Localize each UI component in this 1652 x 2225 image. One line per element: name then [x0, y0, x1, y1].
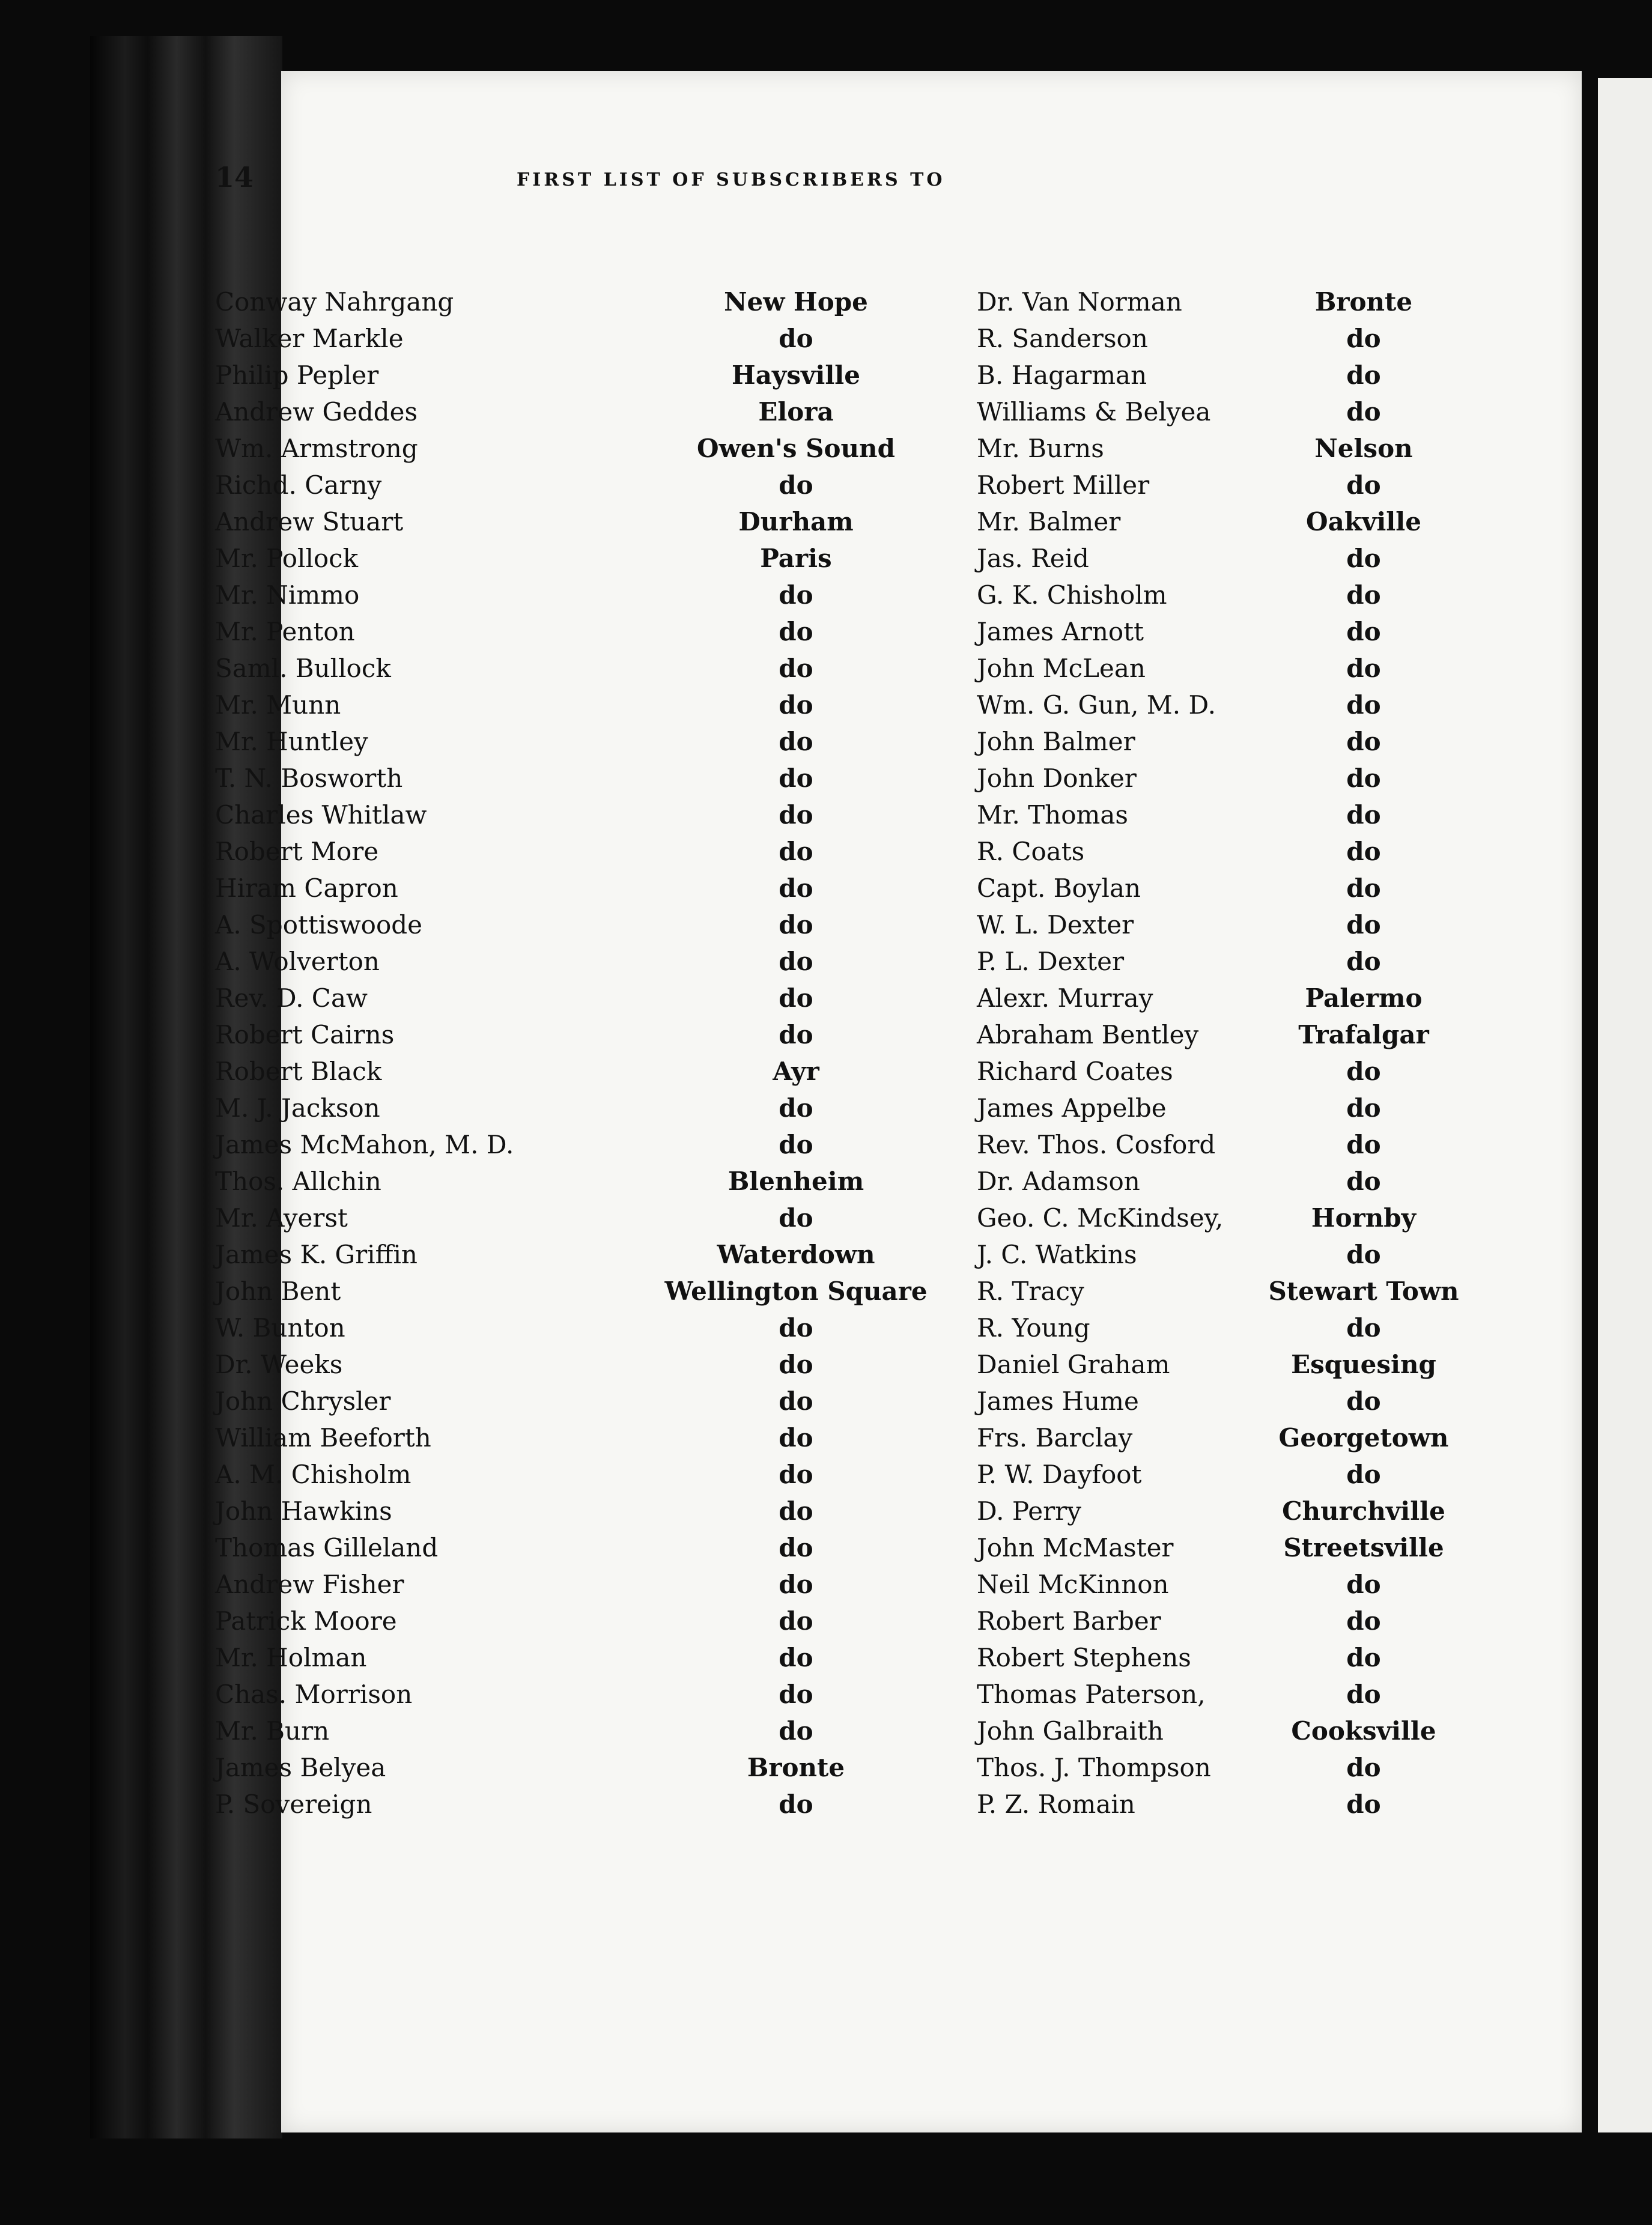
- subscriber-name-left: P. Sovereign: [215, 1789, 372, 1819]
- subscriber-place-right: do: [1346, 1093, 1381, 1123]
- subscriber-row: [0, 687, 1381, 723]
- subscriber-name-left: Hiram Capron: [215, 873, 398, 903]
- subscriber-place-left: do: [779, 580, 813, 610]
- subscriber-row: [0, 577, 1381, 613]
- subscriber-name-left: Thos. Allchin: [215, 1167, 381, 1196]
- subscriber-name-right: R. Tracy: [977, 1276, 1084, 1306]
- subscriber-name-right: James Hume: [977, 1386, 1139, 1416]
- subscriber-place-left: Bronte: [747, 1753, 845, 1782]
- subscriber-place-left: Haysville: [732, 360, 860, 390]
- subscriber-name-right: Dr. Van Norman: [977, 287, 1182, 317]
- subscriber-name-left: James K. Griffin: [215, 1240, 418, 1269]
- subscriber-name-left: Dr. Weeks: [215, 1350, 343, 1379]
- subscriber-name-right: Rev. Thos. Cosford: [977, 1130, 1216, 1159]
- subscriber-place-left: Durham: [738, 507, 854, 536]
- subscriber-row: [0, 1383, 1381, 1419]
- subscriber-name-right: P. L. Dexter: [977, 947, 1125, 976]
- subscriber-name-left: W. Bunton: [215, 1313, 345, 1343]
- subscriber-name-left: Chas. Morrison: [215, 1680, 413, 1709]
- subscriber-name-left: Mr. Holman: [215, 1643, 367, 1672]
- subscriber-name-left: Mr. Pollock: [215, 544, 359, 573]
- subscriber-name-right: Thomas Paterson,: [977, 1680, 1206, 1709]
- subscriber-place-left: do: [779, 1130, 813, 1159]
- subscriber-place-left: do: [779, 1093, 813, 1123]
- subscriber-name-left: James Belyea: [215, 1753, 386, 1782]
- subscriber-place-right: do: [1346, 1570, 1381, 1599]
- subscriber-name-left: Saml. Bullock: [215, 654, 391, 683]
- subscriber-row: [0, 723, 1381, 760]
- subscriber-place-right: do: [1346, 580, 1381, 610]
- subscriber-name-right: Abraham Bentley: [977, 1020, 1199, 1049]
- subscriber-row: [0, 613, 1381, 650]
- subscriber-name-right: Robert Miller: [977, 470, 1150, 500]
- subscriber-name-right: W. L. Dexter: [977, 910, 1134, 939]
- subscriber-row: [0, 320, 1381, 357]
- subscriber-name-left: A. M. Chisholm: [215, 1460, 411, 1489]
- subscriber-place-right: Nelson: [1314, 434, 1413, 463]
- subscriber-place-right: do: [1346, 324, 1381, 353]
- subscriber-name-right: Daniel Graham: [977, 1350, 1170, 1379]
- running-head: FIRST LIST OF SUBSCRIBERS TO: [517, 169, 946, 190]
- subscriber-name-left: Robert Cairns: [215, 1020, 395, 1049]
- subscriber-place-left: New Hope: [724, 287, 868, 317]
- subscriber-place-right: do: [1346, 837, 1381, 866]
- subscriber-name-left: Andrew Geddes: [215, 397, 418, 426]
- subscriber-name-right: Capt. Boylan: [977, 873, 1141, 903]
- subscriber-place-left: Elora: [758, 397, 834, 426]
- subscriber-name-right: Dr. Adamson: [977, 1167, 1140, 1196]
- subscriber-place-left: do: [779, 1386, 813, 1416]
- subscriber-place-left: do: [779, 1789, 813, 1819]
- subscriber-place-left: do: [779, 324, 813, 353]
- subscriber-place-left: do: [779, 617, 813, 646]
- subscriber-name-right: Robert Stephens: [977, 1643, 1191, 1672]
- subscriber-place-left: Waterdown: [717, 1240, 875, 1269]
- subscriber-name-right: Alexr. Murray: [977, 983, 1153, 1013]
- subscriber-name-left: Mr. Huntley: [215, 727, 368, 756]
- subscriber-place-right: do: [1346, 1240, 1381, 1269]
- subscriber-place-right: do: [1346, 654, 1381, 683]
- subscriber-row: [0, 943, 1381, 980]
- subscriber-place-left: do: [779, 947, 813, 976]
- subscriber-row: [0, 1090, 1381, 1126]
- subscriber-place-left: do: [779, 800, 813, 830]
- subscriber-name-left: Thomas Gilleland: [215, 1533, 439, 1562]
- subscriber-place-left: do: [779, 873, 813, 903]
- subscriber-place-right: do: [1346, 1460, 1381, 1489]
- subscriber-name-right: R. Sanderson: [977, 324, 1148, 353]
- subscriber-place-left: do: [779, 1533, 813, 1562]
- subscriber-row: [0, 1126, 1381, 1163]
- subscriber-name-right: G. K. Chisholm: [977, 580, 1167, 610]
- subscriber-place-left: do: [779, 690, 813, 720]
- subscriber-place-right: do: [1346, 1130, 1381, 1159]
- subscriber-row: [0, 1456, 1381, 1493]
- subscriber-row: [0, 1566, 1381, 1603]
- subscriber-place-left: do: [779, 1313, 813, 1343]
- subscriber-name-left: Mr. Nimmo: [215, 580, 360, 610]
- subscriber-place-right: do: [1346, 1606, 1381, 1636]
- subscriber-place-right: do: [1346, 1167, 1381, 1196]
- subscriber-place-right: Georgetown: [1278, 1423, 1449, 1452]
- subscriber-place-right: do: [1346, 690, 1381, 720]
- subscriber-place-right: do: [1346, 873, 1381, 903]
- subscriber-place-right: do: [1346, 1643, 1381, 1672]
- subscriber-place-right: do: [1346, 470, 1381, 500]
- subscriber-name-right: Williams & Belyea: [977, 397, 1211, 426]
- subscriber-name-right: John McLean: [977, 654, 1146, 683]
- subscriber-name-right: R. Young: [977, 1313, 1090, 1343]
- subscriber-name-right: B. Hagarman: [977, 360, 1147, 390]
- subscriber-name-left: Patrick Moore: [215, 1606, 397, 1636]
- subscriber-place-left: do: [779, 1496, 813, 1526]
- subscriber-name-right: John Balmer: [977, 727, 1135, 756]
- subscriber-row: [0, 1163, 1381, 1200]
- subscriber-name-right: D. Perry: [977, 1496, 1081, 1526]
- subscriber-row: [0, 906, 1381, 943]
- subscriber-place-right: do: [1346, 1057, 1381, 1086]
- subscriber-place-left: do: [779, 1716, 813, 1746]
- subscriber-place-right: do: [1346, 763, 1381, 793]
- subscriber-place-left: do: [779, 1680, 813, 1709]
- subscriber-place-left: do: [779, 837, 813, 866]
- subscriber-row: [0, 1529, 1444, 1566]
- subscriber-row: [0, 467, 1381, 503]
- subscriber-row: [0, 1200, 1417, 1236]
- subscriber-name-left: Mr. Munn: [215, 690, 341, 720]
- subscriber-row: [0, 797, 1381, 833]
- subscriber-place-right: Stewart Town: [1268, 1276, 1459, 1306]
- subscriber-name-right: Mr. Balmer: [977, 507, 1121, 536]
- subscriber-place-right: do: [1346, 360, 1381, 390]
- subscriber-row: [0, 1603, 1381, 1639]
- subscriber-row: [0, 357, 1381, 393]
- subscriber-name-right: Jas. Reid: [977, 544, 1089, 573]
- subscriber-place-right: do: [1346, 1680, 1381, 1709]
- subscriber-row: [0, 503, 1421, 540]
- subscriber-place-left: do: [779, 1350, 813, 1379]
- subscriber-place-right: do: [1346, 1753, 1381, 1782]
- subscriber-place-right: do: [1346, 397, 1381, 426]
- subscriber-place-right: do: [1346, 1789, 1381, 1819]
- subscriber-row: [0, 1053, 1381, 1090]
- subscriber-place-left: do: [779, 727, 813, 756]
- subscriber-name-right: R. Coats: [977, 837, 1085, 866]
- subscriber-row: [0, 540, 1381, 577]
- subscriber-place-left: Owen's Sound: [697, 434, 895, 463]
- subscriber-row: [0, 1273, 1459, 1310]
- subscriber-place-right: Bronte: [1314, 287, 1413, 317]
- subscriber-row: [0, 1639, 1381, 1676]
- subscriber-name-right: James Appelbe: [977, 1093, 1167, 1123]
- subscriber-name-right: P. W. Dayfoot: [977, 1460, 1142, 1489]
- subscriber-name-left: James McMahon, M. D.: [215, 1130, 514, 1159]
- subscriber-name-left: Andrew Fisher: [215, 1570, 404, 1599]
- subscriber-place-left: Wellington Square: [664, 1276, 928, 1306]
- subscriber-place-right: Trafalgar: [1298, 1020, 1429, 1049]
- subscriber-row: [0, 1016, 1429, 1053]
- subscriber-row: [0, 1310, 1381, 1346]
- subscriber-name-right: Mr. Burns: [977, 434, 1104, 463]
- subscriber-name-right: John Donker: [977, 763, 1137, 793]
- subscriber-name-left: William Beeforth: [215, 1423, 431, 1452]
- subscriber-place-right: Oakville: [1306, 507, 1421, 536]
- subscriber-list: [215, 284, 1582, 1845]
- subscriber-row: [0, 284, 1413, 320]
- subscriber-name-right: J. C. Watkins: [977, 1240, 1137, 1269]
- subscriber-place-right: Esquesing: [1291, 1350, 1436, 1379]
- subscriber-name-right: Neil McKinnon: [977, 1570, 1169, 1599]
- subscriber-name-left: Rev. D. Caw: [215, 983, 368, 1013]
- subscriber-name-left: A. Wolverton: [215, 947, 380, 976]
- subscriber-name-left: A. Spottiswoode: [215, 910, 422, 939]
- subscriber-row: [0, 430, 1413, 467]
- page-number: 14: [215, 161, 254, 193]
- subscriber-row: [0, 870, 1381, 906]
- subscriber-name-left: Charles Whitlaw: [215, 800, 427, 830]
- subscriber-place-left: do: [779, 1460, 813, 1489]
- subscriber-name-left: T. N. Bosworth: [215, 763, 403, 793]
- subscriber-row: [0, 833, 1381, 870]
- subscriber-name-left: Mr. Ayerst: [215, 1203, 348, 1233]
- subscriber-place-left: do: [779, 1643, 813, 1672]
- subscriber-place-right: Churchville: [1282, 1496, 1445, 1526]
- subscriber-row: [0, 760, 1381, 797]
- subscriber-row: [0, 1676, 1381, 1713]
- subscriber-place-left: Ayr: [773, 1057, 819, 1086]
- subscriber-place-right: do: [1346, 544, 1381, 573]
- subscriber-place-right: Hornby: [1311, 1203, 1417, 1233]
- subscriber-row: [0, 1419, 1449, 1456]
- next-page-edge: [1598, 78, 1652, 2132]
- subscriber-name-right: James Arnott: [977, 617, 1144, 646]
- subscriber-name-right: Robert Barber: [977, 1606, 1161, 1636]
- subscriber-name-right: Richard Coates: [977, 1057, 1173, 1086]
- subscriber-place-left: do: [779, 1606, 813, 1636]
- subscriber-row: [0, 1713, 1436, 1749]
- subscriber-place-left: do: [779, 763, 813, 793]
- subscriber-name-left: John Bent: [215, 1276, 341, 1306]
- subscriber-name-left: M. J. Jackson: [215, 1093, 380, 1123]
- subscriber-name-right: Mr. Thomas: [977, 800, 1128, 830]
- subscriber-place-right: Palermo: [1305, 983, 1423, 1013]
- subscriber-place-left: do: [779, 1423, 813, 1452]
- subscriber-row: [0, 1493, 1445, 1529]
- subscriber-row: [0, 1346, 1436, 1383]
- subscriber-name-left: Robert Black: [215, 1057, 382, 1086]
- subscriber-name-left: Robert More: [215, 837, 379, 866]
- subscriber-name-left: John Hawkins: [215, 1496, 392, 1526]
- subscriber-place-left: do: [779, 1203, 813, 1233]
- subscriber-place-left: do: [779, 470, 813, 500]
- subscriber-place-left: Blenheim: [727, 1167, 864, 1196]
- subscriber-row: [0, 1786, 1381, 1823]
- subscriber-name-left: Walker Markle: [215, 324, 404, 353]
- subscriber-place-right: do: [1346, 617, 1381, 646]
- subscriber-row: [0, 1236, 1381, 1273]
- subscriber-place-left: Paris: [760, 544, 832, 573]
- subscriber-row: [0, 980, 1423, 1016]
- subscriber-place-right: do: [1346, 1386, 1381, 1416]
- subscriber-name-right: John McMaster: [977, 1533, 1174, 1562]
- subscriber-name-right: Thos. J. Thompson: [977, 1753, 1211, 1782]
- subscriber-place-right: Streetsville: [1283, 1533, 1444, 1562]
- subscriber-name-right: John Galbraith: [977, 1716, 1164, 1746]
- subscriber-place-left: do: [779, 654, 813, 683]
- subscriber-row: [0, 1749, 1381, 1786]
- subscriber-name-left: Wm. Armstrong: [215, 434, 418, 463]
- subscriber-name-left: Mr. Burn: [215, 1716, 330, 1746]
- subscriber-place-left: do: [779, 1020, 813, 1049]
- subscriber-name-right: Wm. G. Gun, M. D.: [977, 690, 1216, 720]
- subscriber-name-left: Richd. Carny: [215, 470, 382, 500]
- subscriber-place-right: Cooksville: [1291, 1716, 1436, 1746]
- subscriber-name-right: Frs. Barclay: [977, 1423, 1133, 1452]
- subscriber-row: [0, 393, 1381, 430]
- subscriber-name-right: Geo. C. McKindsey,: [977, 1203, 1224, 1233]
- subscriber-place-right: do: [1346, 1313, 1381, 1343]
- subscriber-place-right: do: [1346, 727, 1381, 756]
- subscriber-name-left: Andrew Stuart: [215, 507, 404, 536]
- subscriber-name-left: Philip Pepler: [215, 360, 379, 390]
- subscriber-place-right: do: [1346, 800, 1381, 830]
- subscriber-place-left: do: [779, 983, 813, 1013]
- subscriber-name-left: John Chrysler: [215, 1386, 391, 1416]
- subscriber-place-left: do: [779, 910, 813, 939]
- subscriber-place-right: do: [1346, 947, 1381, 976]
- subscriber-name-left: Mr. Penton: [215, 617, 355, 646]
- subscriber-name-right: P. Z. Romain: [977, 1789, 1135, 1819]
- subscriber-row: [0, 650, 1381, 687]
- subscriber-place-right: do: [1346, 910, 1381, 939]
- subscriber-place-left: do: [779, 1570, 813, 1599]
- subscriber-name-left: Conway Nahrgang: [215, 287, 454, 317]
